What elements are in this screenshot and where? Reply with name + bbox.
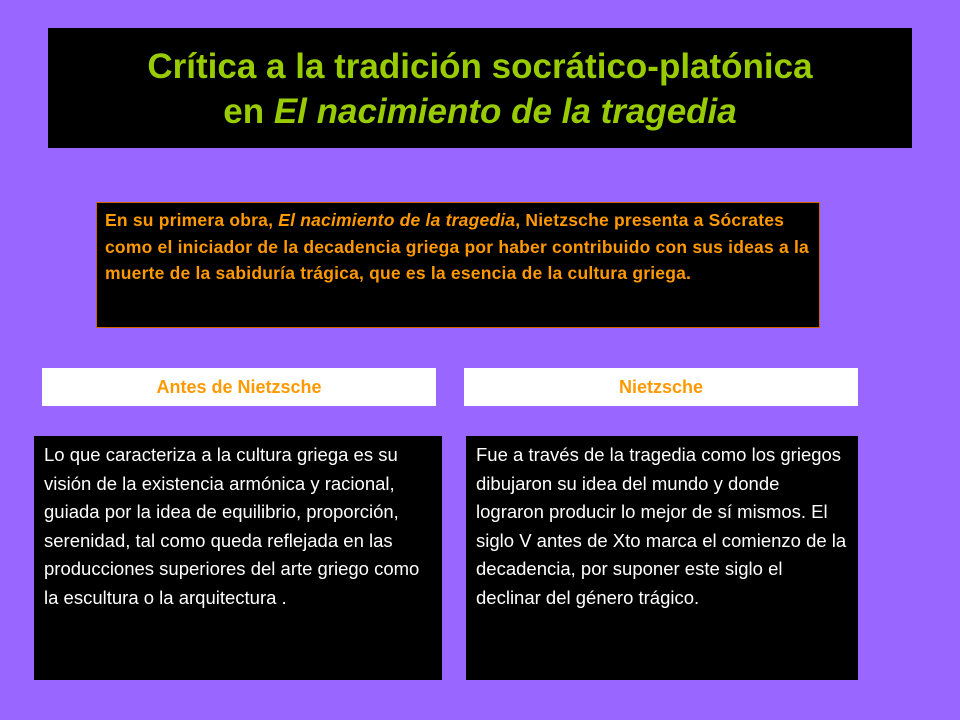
intro-prefix: En su primera obra, bbox=[105, 210, 279, 230]
intro-book-name: El nacimiento de la tragedia bbox=[278, 210, 516, 230]
title-line-2-prefix: en bbox=[223, 92, 274, 131]
slide-title bbox=[48, 28, 912, 148]
title-line-2 bbox=[48, 89, 912, 134]
title-line-1: Crítica a la tradición socrático-platónica bbox=[147, 47, 813, 86]
body-nietzsche: Fue a través de la tragedia como los griegos dibujaron su idea del mundo y donde lograron producir lo mejor de sí mismos. El siglo V antes de Xto marca el comienzo de la decadencia, por suponer este siglo el declinar del género trágico. bbox=[466, 436, 858, 680]
header-before-nietzsche: Antes de Nietzsche bbox=[42, 368, 436, 406]
title-book-name: El nacimiento de la tragedia bbox=[273, 92, 737, 131]
intro-suffix: , Nietzsche presenta a Sócrates como el iniciador de la decadencia griega por haber contribuido con sus ideas a la muerte de la sabiduría trágica, que es la esencia de la cultura griega. bbox=[105, 210, 809, 283]
header-nietzsche: Nietzsche bbox=[464, 368, 858, 406]
intro-box bbox=[96, 202, 820, 328]
body-before-nietzsche: Lo que caracteriza a la cultura griega es su visión de la existencia armónica y racional, guiada por la idea de equilibrio, proporción, serenidad, tal como queda reflejada en las producciones superiores del arte griego como la escultura o la arquitectura . bbox=[34, 436, 442, 680]
